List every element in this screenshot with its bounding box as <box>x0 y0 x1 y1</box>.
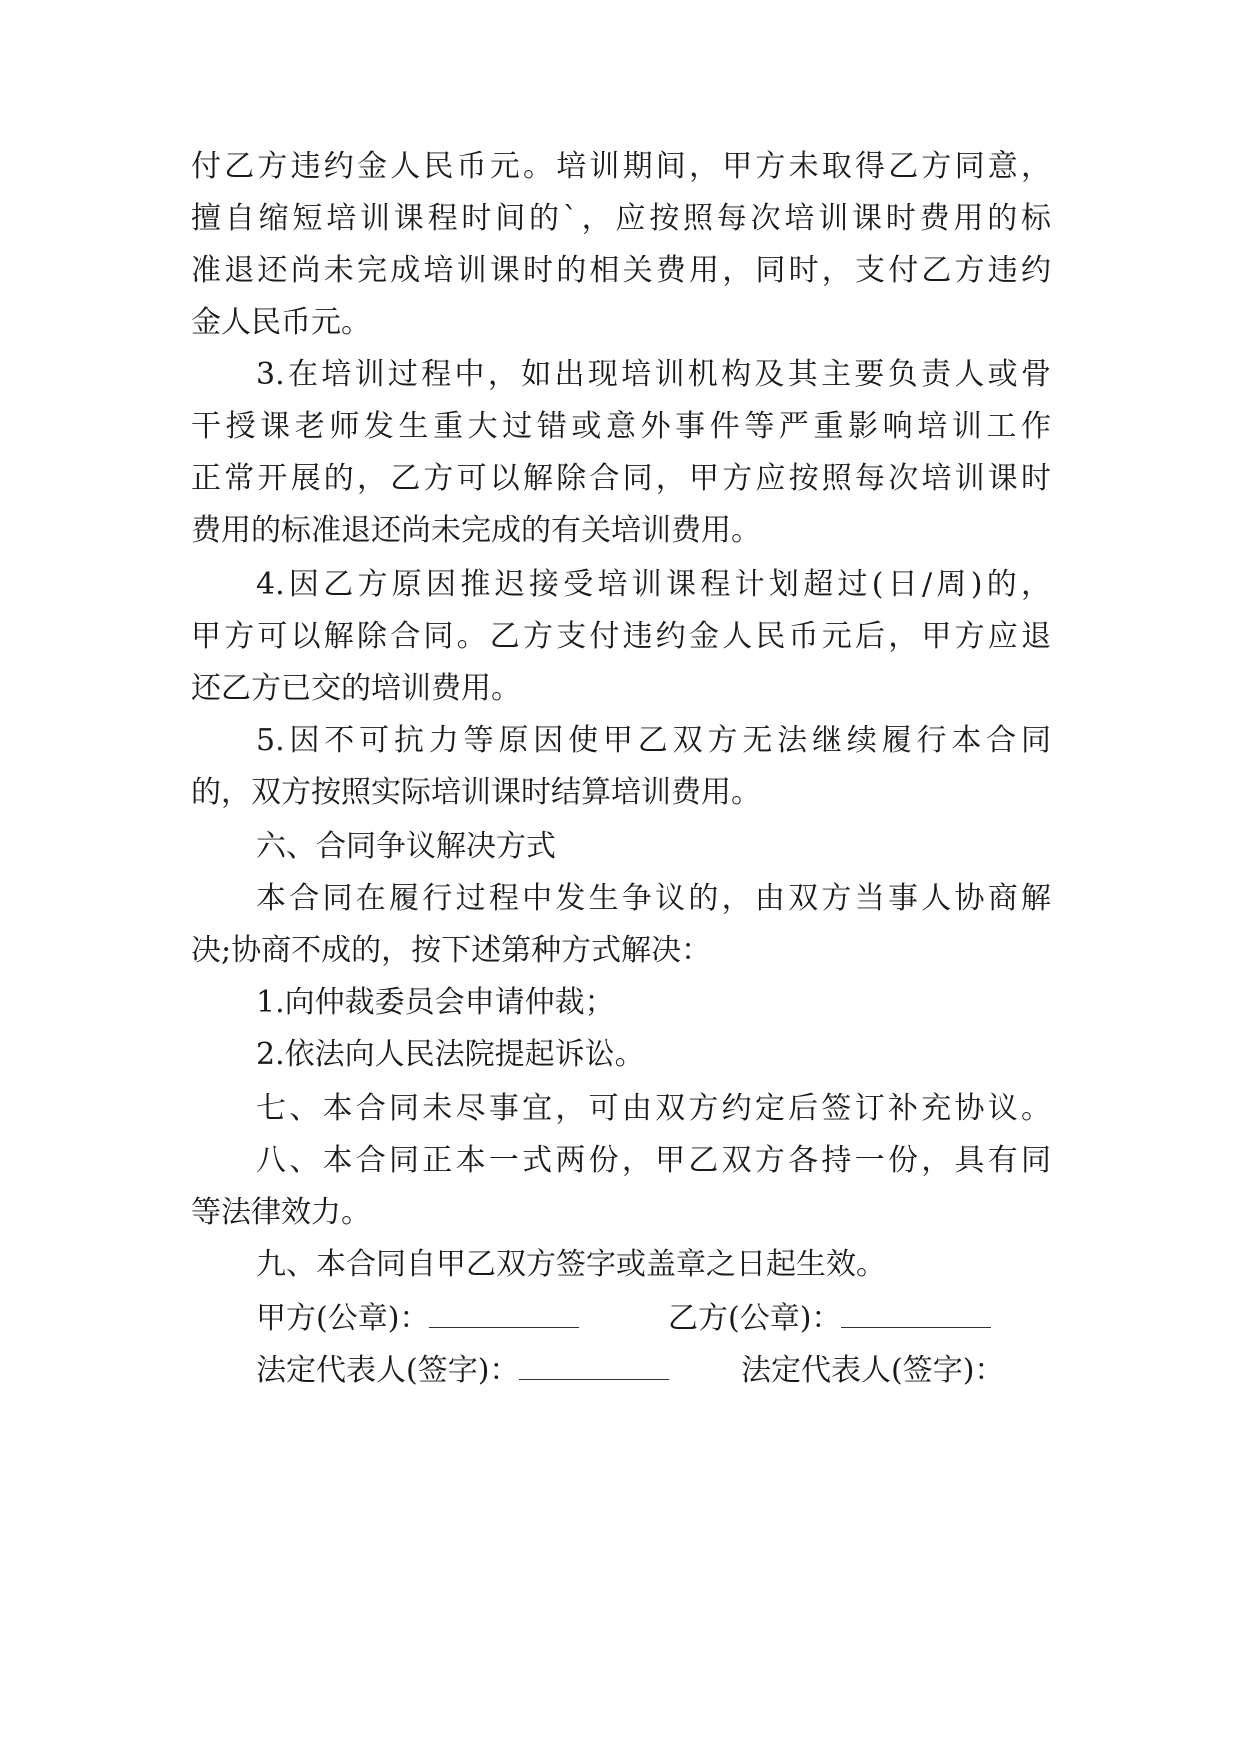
party-a-seal-label: 甲方(公章)： <box>256 1301 430 1336</box>
paragraph-line: 准退还尚未完成培训课时的相关费用，同时，支付乙方违约 <box>191 253 1051 288</box>
paragraph-line: 正常开展的，乙方可以解除合同，甲方应按照每次培训课时 <box>191 461 1051 496</box>
clause-4-line: 4.因乙方原因推迟接受培训课程计划超过(日/周)的， <box>256 567 1051 602</box>
paragraph-line: 等法律效力。 <box>191 1195 371 1230</box>
paragraph-line: 擅自缩短培训课程时间的`，应按照每次培训课时费用的标 <box>191 201 1051 236</box>
party-a-seal <box>256 1300 579 1338</box>
clause-3-line: 3.在培训过程中，如出现培训机构及其主要负责人或骨 <box>256 357 1051 392</box>
option-2-line: 2.依法向人民法院提起诉讼。 <box>256 1037 645 1072</box>
party-b-rep <box>741 1352 1004 1390</box>
party-a-seal-blank <box>429 1301 579 1328</box>
section-heading-9: 九、本合同自甲乙双方签字或盖章之日起生效。 <box>256 1247 886 1282</box>
clause-5-line: 5.因不可抗力等原因使甲乙双方无法继续履行本合同 <box>256 723 1051 758</box>
option-1-line: 1.向仲裁委员会申请仲裁； <box>256 985 615 1020</box>
paragraph-line: 的，双方按照实际培训课时结算培训费用。 <box>191 775 761 810</box>
paragraph-line: 金人民币元。 <box>191 305 371 340</box>
party-b-seal-label: 乙方(公章)： <box>668 1301 842 1336</box>
paragraph-line: 费用的标准退还尚未完成的有关培训费用。 <box>191 513 761 548</box>
section-heading-8: 八、本合同正本一式两份，甲乙双方各持一份，具有同 <box>256 1143 1051 1178</box>
paragraph-line: 本合同在履行过程中发生争议的，由双方当事人协商解 <box>256 881 1051 916</box>
paragraph-line: 付乙方违约金人民币元。培训期间，甲方未取得乙方同意， <box>191 149 1051 184</box>
paragraph-line: 甲方可以解除合同。乙方支付违约金人民币元后，甲方应退 <box>191 619 1051 654</box>
paragraph-line: 决;协商不成的，按下述第种方式解决： <box>191 933 712 968</box>
paragraph-line: 干授课老师发生重大过错或意外事件等严重影响培训工作 <box>191 409 1051 444</box>
party-a-rep <box>256 1352 669 1390</box>
section-heading-7: 七、本合同未尽事宜，可由双方约定后签订补充协议。 <box>256 1091 1051 1126</box>
party-b-seal-blank <box>841 1301 991 1328</box>
section-heading-6: 六、合同争议解决方式 <box>256 829 556 864</box>
paragraph-line: 还乙方已交的培训费用。 <box>191 671 521 706</box>
party-b-seal <box>668 1300 991 1338</box>
party-b-rep-label: 法定代表人(签字)： <box>741 1353 1005 1388</box>
party-a-rep-blank <box>519 1353 669 1380</box>
party-a-rep-label: 法定代表人(签字)： <box>256 1353 520 1388</box>
